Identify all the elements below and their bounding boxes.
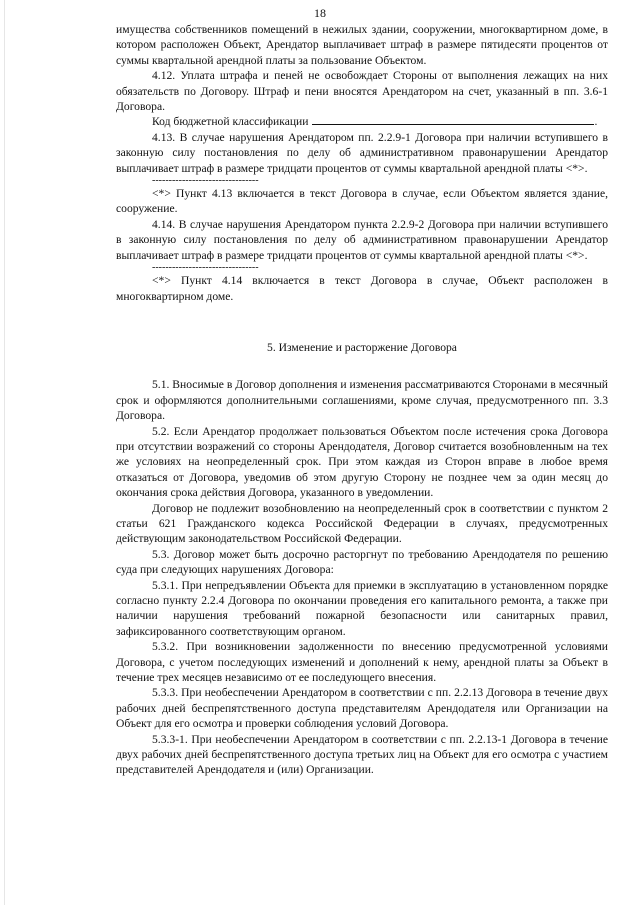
- paragraph-continuation: имущества собственников помещений в нежилых здании, сооружении, многоквартирном доме, в котором расположен Объект, Арендатор выплачивает штраф в размере пятидесяти процентов от суммы квартальной арендной платы за пользование Объектом.: [116, 23, 608, 67]
- paragraph-5-3-3-1: 5.3.3-1. При необеспечении Арендатором в соответствии с пп. 2.2.13-1 Договора в течение двух рабочих дней беспрепятственного доступа третьих лиц на Объект для его осмотра с участием представителей Арендодателя и (или) Организации.: [116, 732, 608, 777]
- paragraph-4-12: 4.12. Уплата штрафа и пеней не освобождает Стороны от выполнения лежащих на них обязательств по Договору. Штраф и пени вносятся Арендатором на счет, указанный в пп. 3.6-1 Договора.: [116, 69, 608, 114]
- budget-code-end: .: [594, 115, 598, 129]
- paragraph-5-2: 5.2. Если Арендатор продолжает пользоваться Объектом после истечения срока Договора при отсутствии возражений со стороны Арендодателя, Договор считается возобновленным на тех же условиях на неопределенный срок. При этом каждая из Сторон вправе в любое время отказаться от Договора, уведомив об этом другую Сторону не позднее чем за один месяц до окончания срока действия Договора, указанного в уведомлении.: [116, 424, 608, 500]
- budget-code-line: [116, 114, 608, 129]
- paragraph-4-13: 4.13. В случае нарушения Арендатором пп. 2.2.9-1 Договора при наличии вступившего в законную силу постановления по делу об административном правонарушении Арендатор выплачивает штраф в размере тридцати процентов от суммы квартальной арендной платы <*>.: [116, 130, 608, 175]
- footnote-4-13: <*> Пункт 4.13 включается в текст Договора в случае, если Объектом является здание, сооружение.: [116, 187, 608, 216]
- section-5-heading: 5. Изменение и расторжение Договора: [267, 340, 457, 354]
- paragraph-5-3-2: 5.3.2. При возникновении задолженности по внесению предусмотренной условиями Договора, с учетом последующих изменений и дополнений к нему, арендной платы за Объект в течение трех месяцев независимо от ее последующего внесения.: [116, 640, 608, 685]
- page-number: 18: [314, 6, 326, 20]
- document-body: [116, 22, 608, 778]
- footnote-separator: --------------------------------: [152, 262, 259, 274]
- paragraph-5-3: 5.3. Договор может быть досрочно расторгнут по требованию Арендодателя по решению суда при следующих нарушениях Договора:: [116, 547, 608, 577]
- paragraph-5-1: 5.1. Вносимые в Договор дополнения и изменения рассматриваются Сторонами в месячный срок и оформляются дополнительными соглашениями, кроме случая, предусмотренного пп. 3.3 Договора.: [116, 378, 609, 423]
- scan-edge: [4, 0, 5, 905]
- paragraph-5-3-1: 5.3.1. При непредъявлении Объекта для приемки в эксплуатацию в установленном порядке согласно пункту 2.2.4 Договора по окончании проведения его капитального ремонта, а также при наличии нарушения требований пожарной безопасности или санитарных правил, зафиксированного соответствующим органом.: [116, 578, 608, 638]
- budget-code-label: Код бюджетной классификации: [152, 115, 309, 129]
- budget-code-blank: [312, 114, 594, 125]
- footnote-4-14: <*> Пункт 4.14 включается в текст Договора в случае, Объект расположен в многоквартирном доме.: [116, 274, 608, 303]
- paragraph-5-3-3: 5.3.3. При необеспечении Арендатором в соответствии с пп. 2.2.13 Договора в течение двух рабочих дней беспрепятственного доступа представителям Арендодателя или Организации на Объект для его осмотра и проверки соблюдения условий Договора.: [116, 686, 608, 731]
- paragraph-4-14: 4.14. В случае нарушения Арендатором пункта 2.2.9-2 Договора при наличии вступившего в законную силу постановления по делу об административном правонарушении Арендатор выплачивает штраф в размере тридцати процентов от суммы квартальной арендной платы <*>.: [116, 217, 608, 262]
- paragraph-5-2-b: Договор не подлежит возобновлению на неопределенный срок в соответствии с пунктом 2 статьи 621 Гражданского кодекса Российской Федерации в случаях, предусмотренных действующим законодательством Российской Федерации.: [116, 501, 608, 546]
- footnote-separator: --------------------------------: [152, 175, 259, 187]
